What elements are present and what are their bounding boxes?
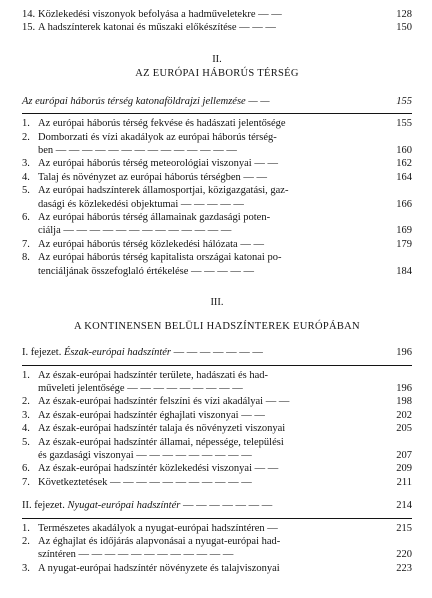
toc-entry[interactable] bbox=[22, 184, 412, 197]
entry-number: 6. bbox=[22, 212, 30, 224]
heading-title: Az európai háborús térség katonaföldrajzi jellemzése — — bbox=[22, 95, 270, 107]
entry-title: A hadszínterek katonai és műszaki előkészítése — — — bbox=[38, 22, 276, 34]
entry-page: 162 bbox=[396, 158, 412, 170]
toc-entry[interactable] bbox=[22, 171, 412, 184]
chapter-title: Nyugat-európai hadszíntér bbox=[67, 500, 181, 512]
toc-entry-continuation[interactable] bbox=[22, 265, 412, 278]
entry-title: Az észak-európai hadszíntér államai, népessége, települési bbox=[38, 436, 284, 448]
entry-title: Az észak-európai hadszíntér felszíni és vízi akadályai — — bbox=[38, 396, 290, 408]
entry-page: 169 bbox=[396, 225, 412, 237]
toc-entry[interactable] bbox=[22, 476, 412, 489]
toc-entry-continuation[interactable] bbox=[22, 144, 412, 157]
section-2-title: AZ EURÓPAI HÁBORÚS TÉRSÉG bbox=[135, 67, 299, 79]
toc-entry-continuation[interactable] bbox=[22, 449, 412, 462]
entry-number: 2. bbox=[22, 131, 30, 143]
entry-number: 15. bbox=[22, 22, 36, 34]
entry-title: Az észak-európai hadszíntér éghajlati viszonyai — — bbox=[38, 409, 265, 421]
entry-number: 5. bbox=[22, 436, 30, 448]
entry-title: Az európai háborús térség államainak gazdasági poten- bbox=[38, 212, 271, 224]
entry-page: 205 bbox=[396, 423, 412, 435]
toc-entry[interactable] bbox=[22, 211, 412, 224]
divider bbox=[22, 365, 412, 366]
entry-page: 164 bbox=[396, 171, 412, 183]
toc-entry[interactable] bbox=[22, 157, 412, 170]
entry-page: 128 bbox=[396, 9, 412, 20]
toc-entry[interactable] bbox=[22, 251, 412, 264]
entry-page: 150 bbox=[396, 22, 412, 34]
toc-entry-continuation[interactable] bbox=[22, 198, 412, 211]
toc-entry[interactable] bbox=[22, 462, 412, 475]
toc-entry[interactable] bbox=[22, 131, 412, 144]
toc-entry[interactable] bbox=[22, 117, 412, 130]
entry-page: 207 bbox=[396, 449, 412, 461]
entry-number: 5. bbox=[22, 185, 30, 197]
section-3-title: A KONTINENSEN BELÜLI HADSZÍNTEREK EURÓPÁBAN bbox=[74, 321, 360, 333]
entry-title: Következtetések — — — — — — — — — — — bbox=[38, 476, 252, 488]
toc-entry[interactable] bbox=[22, 522, 412, 535]
entry-title: tenciáljának összefoglaló értékelése — — — — — bbox=[38, 265, 255, 277]
entry-title: Közlekedési viszonyok befolyása a hadműveletekre — — bbox=[38, 9, 282, 20]
toc-entry-14[interactable] bbox=[22, 8, 412, 21]
entry-page: 196 bbox=[396, 382, 412, 394]
entry-number: 1. bbox=[22, 522, 30, 534]
entry-title: Az európai háborús térség kapitalista országai katonai po- bbox=[38, 252, 282, 264]
chapter-label: II. fejezet. bbox=[22, 500, 65, 512]
toc-entry-continuation[interactable] bbox=[22, 224, 412, 237]
section-2-heading[interactable] bbox=[22, 95, 412, 108]
entry-page: 209 bbox=[396, 463, 412, 475]
entry-page: 223 bbox=[396, 562, 412, 574]
section-2-entries bbox=[22, 117, 412, 278]
toc-entry-continuation[interactable] bbox=[22, 548, 412, 561]
toc-entry[interactable] bbox=[22, 409, 412, 422]
toc-entry-continuation[interactable] bbox=[22, 382, 412, 395]
entry-title: színtéren — — — — — — — — — — — — bbox=[38, 549, 234, 561]
toc-entry[interactable] bbox=[22, 562, 412, 575]
entry-number: 3. bbox=[22, 409, 30, 421]
entry-number: 1. bbox=[22, 118, 30, 130]
entry-page: 202 bbox=[396, 409, 412, 421]
entry-number: 2. bbox=[22, 535, 30, 547]
entry-title: műveleti jelentősége — — — — — — — — — bbox=[38, 382, 243, 394]
toc-entry[interactable] bbox=[22, 422, 412, 435]
chapter-label: I. fejezet. bbox=[22, 347, 62, 359]
section-3-numeral: III. bbox=[210, 297, 224, 309]
entry-page: 184 bbox=[396, 265, 412, 277]
entry-title: és gazdasági viszonyai — — — — — — — — — bbox=[38, 449, 252, 461]
entry-number: 3. bbox=[22, 562, 30, 574]
divider bbox=[22, 518, 412, 519]
entry-number: 3. bbox=[22, 158, 30, 170]
entry-number: 4. bbox=[22, 171, 30, 183]
entry-number: 1. bbox=[22, 369, 30, 381]
entry-number: 7. bbox=[22, 476, 30, 488]
entry-page: 166 bbox=[396, 198, 412, 210]
chapter-1-heading[interactable] bbox=[22, 346, 412, 359]
toc-entry[interactable] bbox=[22, 238, 412, 251]
entry-page: 155 bbox=[396, 118, 412, 130]
entry-title: Az európai hadszínterek államosportjai, közigazgatási, gaz- bbox=[38, 185, 289, 197]
heading-page: 155 bbox=[396, 95, 412, 107]
toc-entry-15[interactable] bbox=[22, 21, 412, 34]
entry-page: 211 bbox=[396, 476, 412, 488]
entry-page: 198 bbox=[396, 396, 412, 408]
entry-page: 160 bbox=[396, 145, 412, 157]
section-2-numeral: II. bbox=[212, 53, 222, 65]
entry-page: 215 bbox=[396, 522, 412, 534]
toc-entry[interactable] bbox=[22, 535, 412, 548]
entry-title: Domborzati és vízi akadályok az európai háborús térség- bbox=[38, 131, 277, 143]
entry-title: Az észak-európai hadszíntér talaja és növényzeti viszonyai bbox=[38, 423, 286, 435]
divider bbox=[22, 113, 412, 114]
entry-number: 4. bbox=[22, 423, 30, 435]
chapter-title: Észak-európai hadszíntér bbox=[63, 347, 172, 359]
top-entries bbox=[22, 8, 412, 35]
entry-title: Talaj és növényzet az európai háborús térségben — — bbox=[38, 171, 268, 183]
entry-title: Az európai háborús térség fekvése és hadászati jelentősége bbox=[38, 118, 286, 130]
entry-title: A nyugat-európai hadszíntér növényzete és talajviszonyai bbox=[38, 562, 280, 574]
entry-number: 14. bbox=[22, 9, 36, 20]
entry-number: 6. bbox=[22, 463, 30, 475]
entry-title: Az észak-európai hadszíntér közlekedési viszonyai — — bbox=[38, 463, 279, 475]
entry-title: Természetes akadályok a nyugat-európai hadszíntéren — bbox=[38, 522, 278, 534]
entry-number: 2. bbox=[22, 396, 30, 408]
toc-entry[interactable] bbox=[22, 436, 412, 449]
chapter-page: 196 bbox=[396, 347, 412, 359]
entry-title: ciálja — — — — — — — — — — — — — bbox=[38, 225, 232, 237]
chapter-2-heading[interactable] bbox=[22, 499, 412, 512]
entry-title: Az éghajlat és időjárás alapvonásai a nyugat-európai had- bbox=[38, 535, 281, 547]
chapter-page: 214 bbox=[396, 500, 412, 512]
chapter-2-entries bbox=[22, 522, 412, 576]
chapter-leader: — — — — — — — bbox=[173, 347, 263, 359]
entry-title: dasági és közlekedési objektumai — — — — — bbox=[38, 198, 244, 210]
chapter-leader: — — — — — — — bbox=[182, 500, 273, 512]
entry-page: 179 bbox=[396, 238, 412, 250]
toc-entry[interactable] bbox=[22, 369, 412, 382]
entry-title: ben — — — — — — — — — — — — — — bbox=[38, 145, 237, 157]
toc-entry[interactable] bbox=[22, 395, 412, 408]
entry-title: Az európai háborús térség meteorológiai viszonyai — — bbox=[38, 158, 278, 170]
entry-number: 8. bbox=[22, 252, 30, 264]
entry-number: 7. bbox=[22, 238, 30, 250]
entry-title: Az észak-európai hadszíntér területe, hadászati és had- bbox=[38, 369, 269, 381]
entry-title: Az európai háborús térség közlekedési hálózata — — bbox=[38, 238, 264, 250]
entry-page: 220 bbox=[396, 549, 412, 561]
chapter-1-entries bbox=[22, 369, 412, 490]
